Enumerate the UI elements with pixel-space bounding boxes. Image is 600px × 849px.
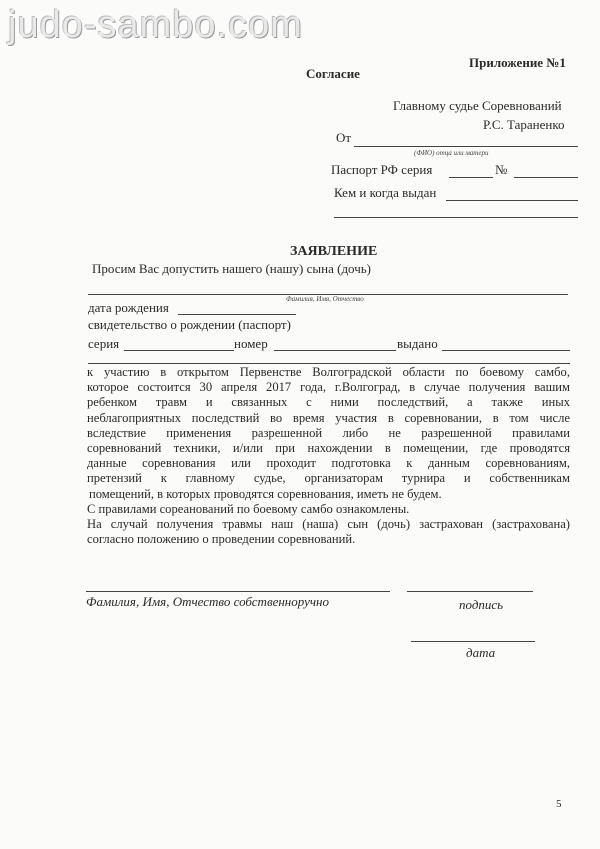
- series-label: серия: [88, 336, 120, 351]
- extra-line: [88, 363, 570, 364]
- from-label: От: [336, 130, 352, 145]
- child-fio-hint: Фамилия, Имя, Отчество: [286, 295, 364, 303]
- signature-line: [407, 591, 533, 592]
- issued-label: выдано: [397, 336, 438, 351]
- signature-fio-line: [86, 591, 390, 592]
- issued-by-label: Кем и когда выдан: [334, 185, 437, 200]
- body-line: вследствие применения разрешенной либо не разрешенной правилами: [87, 425, 570, 440]
- body-line: которое состоится 30 апреля 2017 года, г.Волгоград, в случае получения вашим: [87, 380, 570, 395]
- watermark: judo-sambo.com: [8, 4, 303, 46]
- statement-title: ЗАЯВЛЕНИЕ: [290, 244, 378, 259]
- rules-line: С правилами сореанований по боевому самбо ознакомлены.: [87, 501, 410, 516]
- date-label: дата: [466, 645, 496, 660]
- consent-title: Согласие: [306, 66, 360, 81]
- body-line: ребенком травм и связанных с ними последствий, а также иных: [87, 395, 570, 410]
- passport-series-line: [449, 177, 493, 178]
- page-number: 5: [556, 798, 562, 810]
- number-sign: №: [495, 162, 508, 177]
- body-line: к участию в открытом Первенстве Волгоградской области по боевому самбо,: [87, 365, 570, 379]
- addressee-line-2: Р.С. Тараненко: [483, 117, 565, 132]
- issued-line: [442, 350, 570, 351]
- passport-label: Паспорт РФ серия: [331, 162, 433, 177]
- appendix-label: Приложение №1: [469, 55, 566, 70]
- body-paragraph: [87, 365, 570, 547]
- passport-number-line: [514, 177, 578, 178]
- body-line: помещений, в которых проводятся соревнования, иметь не будем.: [89, 486, 442, 501]
- issued-by-line: [446, 200, 578, 201]
- addressee-line-1: Главному судье Соревнований: [393, 98, 562, 113]
- insurance-line: На случай получения травмы наш (наша) сын (дочь) застрахован (застрахована): [87, 517, 570, 532]
- number-label: номер: [234, 336, 268, 351]
- series-line: [124, 350, 234, 351]
- certificate-label: свидетельство о рождении (паспорт): [88, 317, 291, 332]
- fio-hint-parent: (ФИО) отца или матери: [414, 149, 489, 157]
- birth-date-label: дата рождения: [88, 300, 169, 315]
- date-line: [411, 641, 535, 642]
- birth-date-line: [178, 314, 296, 315]
- issued-by-line-2: [334, 217, 578, 218]
- statement-request: Просим Вас допустить нашего (нашу) сына (дочь): [92, 261, 372, 276]
- body-line: данные соревнования или проходит подготовка к данным соревнованиям,: [87, 456, 570, 471]
- body-line: соревнований техники, и/или при нахождении в помещении, где проводятся: [87, 441, 570, 456]
- signature-fio-label: Фамилия, Имя, Отчество собственноручно: [86, 594, 330, 609]
- body-line: претензий к главному судье, организаторам турнира и собственникам: [87, 471, 570, 486]
- number-line: [274, 350, 396, 351]
- insurance-line: согласно положению о проведении соревнований.: [87, 532, 356, 547]
- signature-label: подпись: [459, 597, 504, 612]
- from-line: [354, 146, 578, 147]
- body-line: неблагоприятных последствий во время участия в соревновании, в том числе: [87, 410, 570, 425]
